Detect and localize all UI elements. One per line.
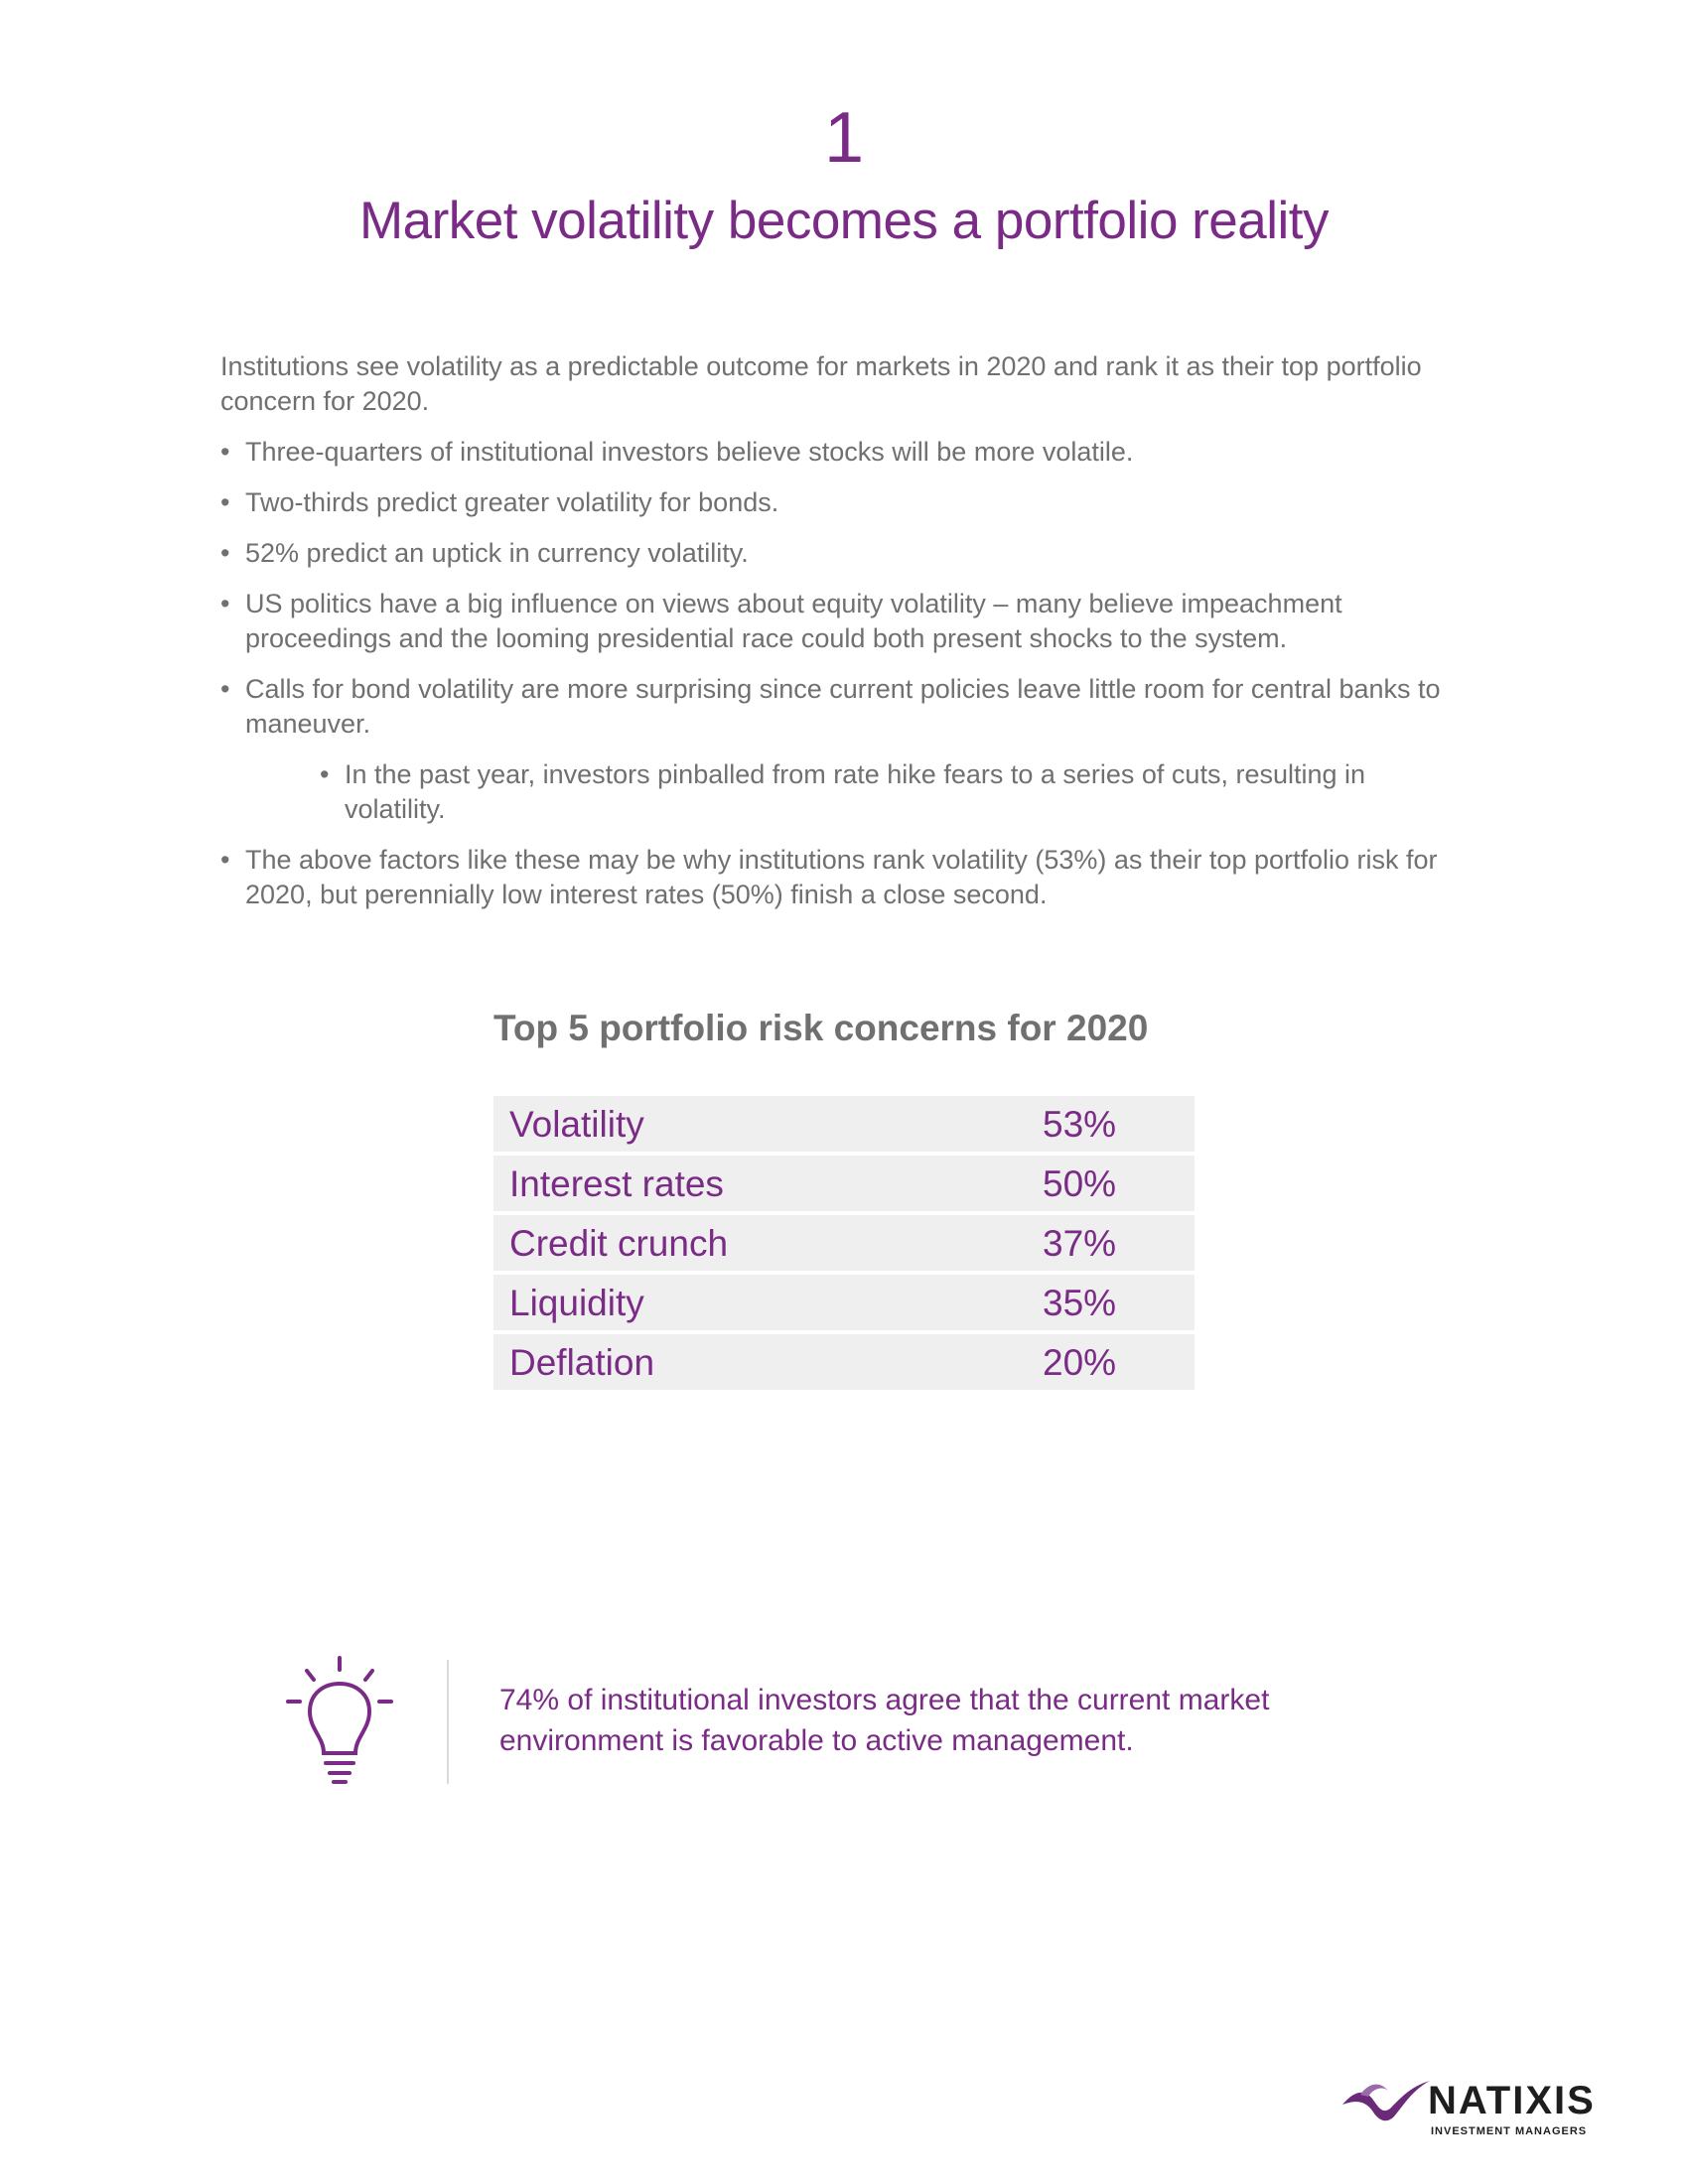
risk-value: 37% [1043,1223,1117,1264]
risk-label: Deflation [509,1342,655,1383]
sub-list-item [320,757,1452,827]
bullet-text: US politics have a big influence on views about equity volatility – many believe impeachment proceedings and the looming presidential race could both present shocks to the system. [245,589,1342,653]
natixis-logo [1340,2075,1638,2138]
list-item [220,536,1452,571]
risk-value: 20% [1043,1342,1117,1383]
risk-label: Credit crunch [509,1223,729,1264]
risk-value: 50% [1043,1163,1117,1204]
risk-label: Liquidity [509,1283,644,1323]
table-row [493,1215,1195,1271]
bullet-glyph: • [220,674,230,704]
callout-text: 74% of institutional investors agree that the current market environment is favorable to active management. [499,1684,1270,1757]
list-item [220,843,1452,912]
bullet-glyph: • [220,538,230,568]
list-item [220,435,1452,470]
list-item [220,672,1452,742]
section-number: 1 [823,98,865,178]
callout-divider [447,1660,449,1784]
risk-label: Interest rates [509,1163,724,1204]
bullet-glyph: • [220,487,230,517]
bullet-glyph: • [220,589,230,618]
intro-paragraph: Institutions see volatility as a predictable outcome for markets in 2020 and rank it as their top portfolio concern for 2020. [220,351,1422,416]
risk-value: 35% [1043,1283,1117,1323]
table-row [493,1096,1195,1152]
logo-subtitle: INVESTMENT MANAGERS [1431,2125,1588,2137]
risk-table [493,1096,1195,1394]
bullet-glyph: • [220,437,230,467]
page-title: Market volatility becomes a portfolio reality [358,192,1330,250]
natixis-logo-mark-icon [1340,2075,1432,2124]
table-row [493,1156,1195,1211]
bullet-text: The above factors like these may be why institutions rank volatility (53%) as their top portfolio risk for 2020, but perennially low interest rates (50%) finish a close second. [245,845,1438,909]
logo-name: NATIXIS [1428,2079,1596,2122]
table-row [493,1334,1195,1390]
bullet-list [220,435,1452,928]
bullet-text: 52% predict an uptick in currency volatility. [245,538,749,568]
table-row [493,1275,1195,1330]
bullet-text: Three-quarters of institutional investors believe stocks will be more volatile. [245,437,1134,467]
list-item [220,485,1452,520]
lightbulb-icon [284,1656,395,1785]
bullet-text: In the past year, investors pinballed from rate hike fears to a series of cuts, resulting in volatility. [345,759,1366,824]
bullet-text: Calls for bond volatility are more surprising since current policies leave little room for central banks to maneuver. [245,674,1441,739]
bullet-glyph: • [220,845,230,875]
risk-value: 53% [1043,1104,1117,1145]
risk-label: Volatility [509,1104,644,1145]
list-item [220,587,1452,656]
bullet-text: Two-thirds predict greater volatility for bonds. [245,487,779,517]
bullet-glyph: • [320,759,330,789]
risk-table-title: Top 5 portfolio risk concerns for 2020 [493,1008,1149,1048]
